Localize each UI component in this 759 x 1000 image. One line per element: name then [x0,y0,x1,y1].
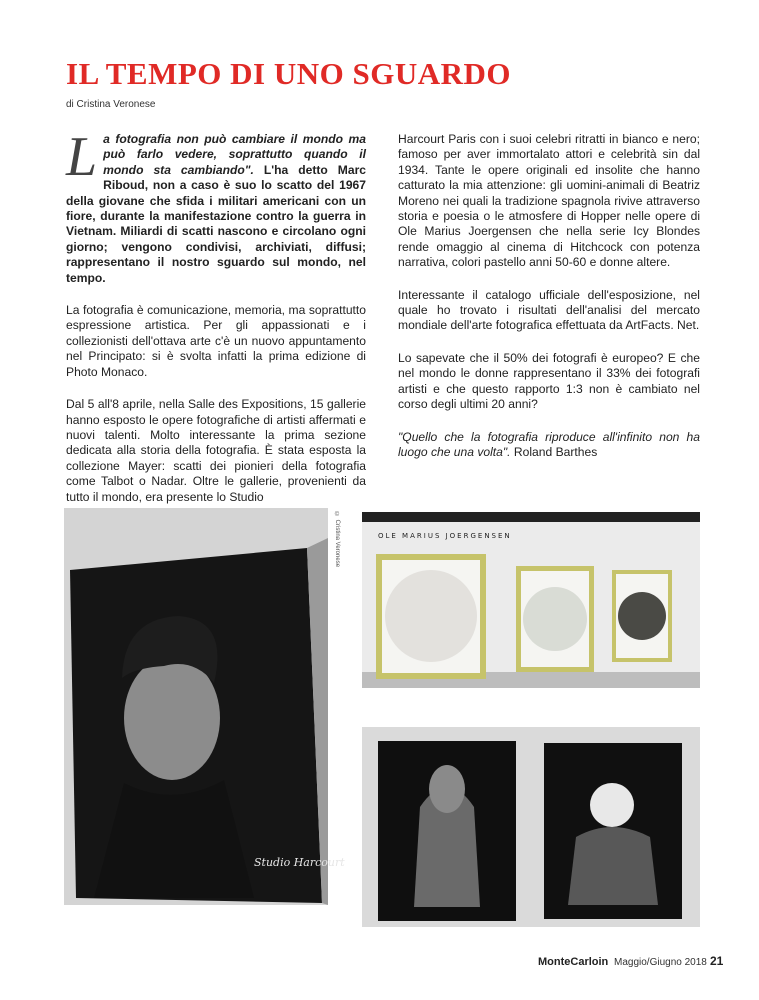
magazine-brand: MonteCarloin [538,956,609,968]
paragraph-3: Dal 5 all'8 aprile, nella Salle des Expositions, 15 gallerie hanno esposto le opere fotografiche di artisti affermati e nuovi talenti. Molto interessante la prima sezione dedicata alla storia della fotografia. È stata esposta la collezione Mayer: scatti dei pionieri della fotografia come Talbot o Nadar. Oltre le gallerie, provenienti da tutto il mondo, era presente lo Studio [66,397,366,504]
paragraph-5: Interessante il catalogo ufficiale dell'esposizione, nel quale ho trovato i risultati dell'analisi del mercato mondiale dell'arte fotografica effettuata da ArtFacts. Net. [398,287,700,333]
paragraph-4: Harcourt Paris con i suoi celebri ritratti in bianco e nero; famoso per aver immortalato attori e celebrità sin dal 1934. Tante le opere originali ed insolite che hanno catturato la mia attenzione: gli uomini-animali di Beatriz Moreno nei quali la tradizione spagnola rivive attraverso storia e poesia o le atmosfere di Hopper nelle opere di Ole Marius Joergensen che nella serie Icy Blondes rende omaggio al cinema di Hitchcock con potenza narrativa, colori pastello anni 50-60 e donne altere. [398,132,700,270]
byline: di Cristina Veronese [66,99,156,110]
gallery-sign: OLE MARIUS JOERGENSEN [378,532,512,540]
page-number: 21 [710,954,724,968]
lead-quote: a fotografia non può cambiare il mondo ma può farlo vedere, soprattutto quando il mondo sta cambiando". [103,132,366,177]
left-column [66,126,366,522]
dropcap: L [66,126,98,188]
closing-quote: "Quello che la fotografia riproduce all'infinito non ha luogo che una volta". [398,429,700,459]
paragraph-2: La fotografia è comunicazione, memoria, ma soprattutto espressione artistica. Per gli appassionati e i collezionisti dell'ottava arte c'è un nuovo appuntamento nel Principato: si è svolta infatti la prima edizione di Photo Monaco. [66,303,366,379]
gallery-wall-image [362,512,700,688]
closing-quote-paragraph [398,430,700,461]
photo-gallery-wall [362,512,700,688]
lead-paragraph [66,126,366,286]
harcourt-signature: Studio Harcourt [254,856,345,869]
paragraph-6: Lo sapevate che il 50% dei fotografi è europeo? E che nel mondo le donne rappresentano il 33% dei fotografi artisti e che questo rapporto 1:3 non è cambiato nel corso degli ultimi 20 anni? [398,350,700,412]
right-column [398,132,700,477]
quote-author: Roland Barthes [510,444,598,459]
photo-credit: © Cristina Veronese [334,512,340,568]
article-title: IL TEMPO DI UNO SGUARDO [66,56,511,91]
lead-text: L'ha detto Marc Riboud, non a caso è suo lo scatto del 1967 della giovane che sfida i militari americani con un fiore, durante la manifestazione contro la guerra in Vietnam. Miliardi di scatti nascono e circolano ogni giorno; vengono condivisi, archiviati, diffusi; rappresentano il nostro sguardo sul mondo, nel tempo. [66,162,366,285]
photo-animal-men [362,727,700,927]
animal-men-image [362,727,700,927]
issue-date: Maggio/Giugno 2018 [614,957,707,968]
